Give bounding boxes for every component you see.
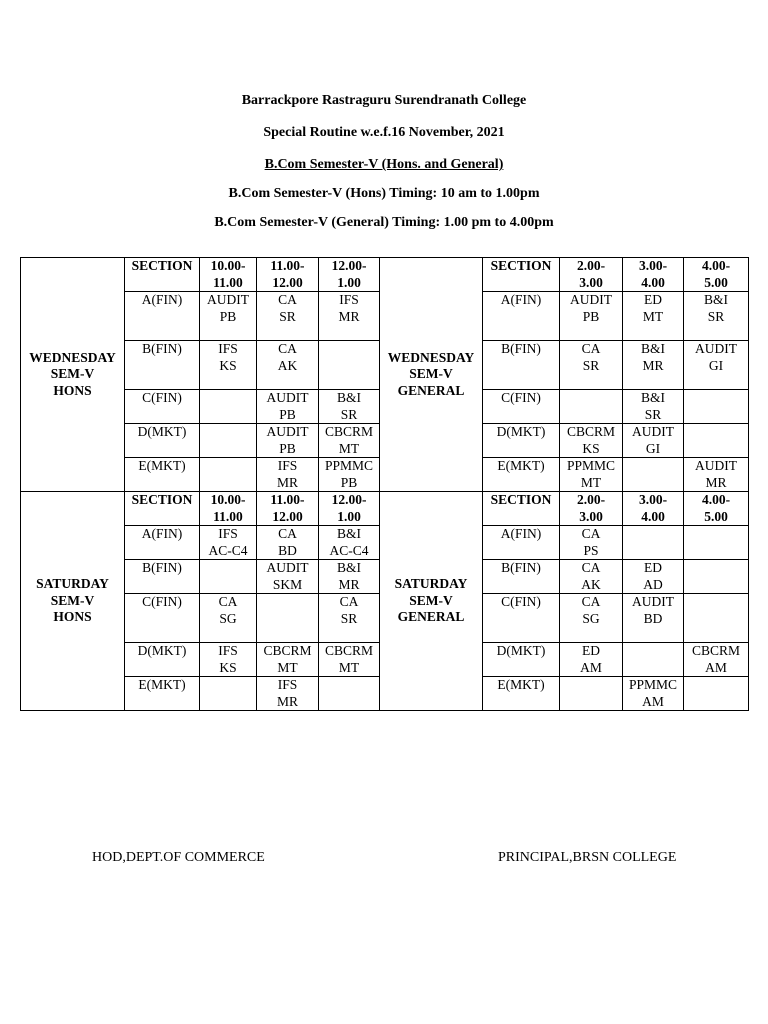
section-header (125, 492, 200, 526)
class-cell-line: AD (643, 576, 663, 592)
class-cell (623, 341, 684, 390)
section-label (483, 560, 560, 594)
class-cell-line: AC-C4 (208, 542, 248, 558)
section-label (483, 643, 560, 677)
class-cell (257, 341, 319, 390)
class-cell (560, 594, 623, 643)
class-cell-line: PB (219, 308, 237, 324)
class-cell (319, 341, 380, 390)
class-cell-line: MR (338, 576, 360, 592)
class-cell-line: CA (339, 594, 359, 609)
class-cell (560, 677, 623, 711)
class-cell (684, 594, 749, 643)
section-label (125, 560, 200, 594)
time-slot-header-line: 11.00 (213, 508, 243, 524)
time-slot-header (257, 492, 319, 526)
time-slot-header (560, 492, 623, 526)
section-label-line: D(MKT) (137, 424, 187, 439)
class-cell-line: KS (219, 357, 237, 373)
day-cell-hons-line: WEDNESDAY (29, 349, 116, 365)
class-cell-line: BD (278, 542, 297, 558)
class-cell (560, 643, 623, 677)
class-cell (623, 292, 684, 341)
class-cell (257, 594, 319, 643)
time-slot-header (319, 258, 380, 292)
class-cell-line: BD (643, 610, 663, 626)
class-cell-line: AUDIT (695, 458, 737, 473)
time-slot-header-line: 3.00 (579, 508, 603, 524)
day-cell-general-line: GENERAL (397, 382, 465, 398)
time-slot-header-line: 5.00 (704, 274, 728, 290)
time-slot-header-line: 4.00 (641, 274, 665, 290)
class-cell-line: IFS (218, 341, 238, 356)
section-header (483, 258, 560, 292)
class-cell (623, 560, 684, 594)
class-cell (200, 677, 257, 711)
section-label (483, 526, 560, 560)
class-cell-line: MR (642, 357, 664, 373)
class-cell (200, 341, 257, 390)
class-cell-line: AK (581, 576, 601, 592)
class-cell (319, 643, 380, 677)
class-cell-line: B&I (336, 560, 361, 575)
day-cell-general (380, 492, 483, 711)
class-cell-line: PB (279, 406, 296, 422)
class-cell-line: CA (278, 341, 297, 356)
class-cell (257, 677, 319, 711)
class-cell (257, 560, 319, 594)
class-cell-line: AUDIT (266, 390, 309, 405)
section-label-line: E(MKT) (497, 458, 545, 473)
class-cell-line: B&I (703, 292, 728, 307)
section-label (483, 458, 560, 492)
time-slot-header-line: 12.00 (272, 508, 303, 524)
hod-signature-label: HOD,DEPT.OF COMMERCE (92, 850, 265, 865)
class-cell-line: IFS (218, 526, 238, 541)
day-cell-hons-line: HONS (53, 382, 92, 398)
class-cell (319, 526, 380, 560)
section-label-line: B(FIN) (501, 560, 541, 575)
section-header-line: SECTION (131, 258, 193, 273)
time-slot-header-line: 12.00- (331, 492, 367, 507)
class-cell-line: CBCRM (324, 424, 374, 439)
class-cell-line: SR (340, 406, 358, 422)
class-cell-line: CBCRM (324, 643, 374, 658)
day-cell-hons (21, 492, 125, 711)
day-cell-general-line: SATURDAY (394, 576, 468, 592)
time-slot-header-line: 4.00- (701, 492, 731, 507)
section-header (125, 258, 200, 292)
class-cell (319, 594, 380, 643)
class-cell-line: MT (277, 659, 298, 675)
class-cell (200, 526, 257, 560)
class-cell (684, 390, 749, 424)
class-cell-line: GI (645, 440, 661, 456)
class-cell (200, 643, 257, 677)
class-cell-line: MR (276, 693, 298, 709)
class-cell-line: IFS (218, 643, 238, 658)
class-cell-line: AUDIT (695, 341, 737, 356)
class-cell-line: SR (644, 406, 662, 422)
class-cell-line: MR (276, 474, 298, 490)
class-cell-line: SR (340, 610, 358, 626)
class-cell-line: IFS (277, 458, 298, 473)
time-slot-header-line: 3.00- (638, 492, 668, 507)
class-cell (684, 341, 749, 390)
class-cell (560, 560, 623, 594)
class-cell-line: SR (279, 308, 296, 324)
day-cell-general-line: SEM-V (409, 366, 453, 382)
time-slot-header (200, 258, 257, 292)
section-label (483, 390, 560, 424)
section-label-line: C(FIN) (142, 390, 182, 405)
class-cell-line: CA (581, 560, 601, 575)
class-cell-line: CA (278, 526, 297, 541)
class-cell (319, 424, 380, 458)
section-label-line: D(MKT) (137, 643, 187, 658)
class-cell (684, 643, 749, 677)
day-cell-hons-line: SATURDAY (36, 576, 109, 592)
class-cell-line: MT (338, 659, 360, 675)
class-cell (623, 390, 684, 424)
section-label (125, 526, 200, 560)
section-label-line: B(FIN) (142, 341, 182, 356)
section-label-line: B(FIN) (501, 341, 541, 356)
section-label (125, 292, 200, 341)
day-cell-general-line: WEDNESDAY (387, 349, 475, 365)
time-slot-header-line: 10.00- (210, 492, 246, 507)
class-cell-line: CA (581, 526, 601, 541)
class-cell (560, 292, 623, 341)
time-slot-header-line: 3.00 (579, 274, 603, 290)
routine-title: Special Routine w.e.f.16 November, 2021 (263, 125, 505, 140)
class-cell (200, 594, 257, 643)
section-label-line: A(FIN) (500, 526, 542, 541)
time-slot-header-line: 1.00 (337, 274, 361, 290)
section-label-line: E(MKT) (138, 677, 186, 692)
time-slot-header (319, 492, 380, 526)
class-cell-line: B&I (640, 390, 665, 405)
time-slot-header-line: 4.00 (641, 508, 665, 524)
routine-body (21, 258, 749, 711)
time-slot-header-line: 10.00- (210, 258, 246, 273)
class-cell-line: CA (581, 341, 601, 356)
class-cell (684, 677, 749, 711)
class-cell (560, 458, 623, 492)
time-slot-header (200, 492, 257, 526)
class-cell-line: CBCRM (263, 643, 312, 658)
section-header-line: SECTION (490, 492, 552, 507)
class-cell-line: B&I (336, 526, 361, 541)
day-cell-general (380, 258, 483, 492)
section-label-line: C(FIN) (501, 594, 541, 609)
section-label-line: D(MKT) (496, 424, 546, 439)
class-cell-line: PB (279, 440, 296, 456)
section-header-line: SECTION (490, 258, 552, 273)
class-cell-line: PPMMC (324, 458, 374, 473)
class-cell (560, 390, 623, 424)
class-cell (684, 424, 749, 458)
class-cell-line: ED (644, 560, 662, 575)
table-header-row (21, 258, 749, 292)
section-label (483, 292, 560, 341)
class-cell (623, 594, 684, 643)
class-cell (684, 526, 749, 560)
class-cell (200, 292, 257, 341)
class-cell-line: SR (582, 357, 600, 373)
class-cell (257, 424, 319, 458)
class-cell (257, 292, 319, 341)
section-header-line: SECTION (131, 492, 193, 507)
class-cell-line: SR (707, 308, 725, 324)
time-slot-header-line: 11.00 (213, 274, 243, 290)
class-cell-line: PB (582, 308, 600, 324)
class-cell (257, 458, 319, 492)
section-label-line: E(MKT) (138, 458, 186, 473)
section-label-line: A(FIN) (141, 292, 183, 307)
section-label (125, 390, 200, 424)
day-cell-general-line: GENERAL (397, 609, 465, 625)
section-label-line: E(MKT) (497, 677, 545, 692)
class-cell (200, 390, 257, 424)
class-cell (684, 560, 749, 594)
class-cell-line: AM (642, 693, 664, 709)
time-slot-header-line: 11.00- (270, 258, 305, 273)
class-cell-line: MR (705, 474, 727, 490)
class-cell-line: MT (642, 308, 664, 324)
semester-heading (0, 156, 768, 174)
class-cell (200, 424, 257, 458)
section-label-line: C(FIN) (142, 594, 182, 609)
class-cell (257, 526, 319, 560)
section-label (125, 424, 200, 458)
day-cell-hons-line: SEM-V (50, 366, 95, 382)
class-cell-line: AM (705, 659, 727, 675)
section-label-line: D(MKT) (496, 643, 546, 658)
class-cell-line: ED (644, 292, 662, 307)
time-slot-header-line: 11.00- (270, 492, 305, 507)
class-cell-line: AUDIT (632, 424, 674, 439)
class-cell (560, 341, 623, 390)
section-label (483, 341, 560, 390)
class-cell-line: SG (582, 610, 600, 626)
day-cell-general-line: SEM-V (409, 592, 453, 608)
class-cell (623, 458, 684, 492)
class-cell (319, 390, 380, 424)
class-cell-line: IFS (339, 292, 359, 307)
class-cell-line: B&I (640, 341, 665, 356)
class-cell (623, 424, 684, 458)
class-cell-line: AUDIT (570, 292, 612, 307)
section-label (483, 424, 560, 458)
class-cell-line: KS (219, 659, 237, 675)
class-cell-line: PB (340, 474, 358, 490)
class-cell-line: CA (218, 594, 238, 609)
time-slot-header-line: 2.00- (576, 258, 606, 273)
class-cell-line: PS (583, 542, 599, 558)
class-cell-line: AC-C4 (329, 542, 369, 558)
hons-timing: B.Com Semester-V (Hons) Timing: 10 am to 1.00pm (228, 186, 540, 201)
class-cell-line: CA (278, 292, 297, 307)
class-cell (623, 677, 684, 711)
day-cell-hons (21, 258, 125, 492)
day-cell-hons-line: SEM-V (50, 592, 95, 608)
class-cell-line: IFS (277, 677, 298, 692)
class-cell-line: AM (580, 659, 602, 675)
class-cell-line: ED (582, 643, 600, 658)
section-label (483, 594, 560, 643)
time-slot-header-line: 12.00- (331, 258, 367, 273)
class-cell (200, 560, 257, 594)
class-cell-line: CBCRM (566, 424, 616, 439)
class-cell-line: PPMMC (628, 677, 678, 692)
time-slot-header-line: 2.00- (576, 492, 606, 507)
class-cell-line: CBCRM (691, 643, 741, 658)
class-cell-line: MR (338, 308, 360, 324)
section-label-line: B(FIN) (142, 560, 182, 575)
class-cell-line: AUDIT (266, 424, 309, 439)
class-cell-line: AUDIT (266, 560, 309, 575)
class-cell (319, 458, 380, 492)
time-slot-header-line: 5.00 (704, 508, 728, 524)
class-cell (257, 390, 319, 424)
section-label (125, 594, 200, 643)
principal-signature-label: PRINCIPAL,BRSN COLLEGE (498, 850, 677, 865)
class-cell-line: AUDIT (632, 594, 674, 609)
section-label (125, 643, 200, 677)
class-cell-line: B&I (336, 390, 361, 405)
time-slot-header (684, 258, 749, 292)
time-slot-header (560, 258, 623, 292)
time-slot-header (623, 492, 684, 526)
time-slot-header (257, 258, 319, 292)
routine-table (20, 257, 749, 711)
day-cell-hons-line: HONS (53, 609, 92, 625)
time-slot-header (684, 492, 749, 526)
class-cell (560, 424, 623, 458)
class-cell-line: MT (338, 440, 360, 456)
class-cell (684, 458, 749, 492)
section-label-line: C(FIN) (501, 390, 541, 405)
class-cell-line: SG (219, 610, 237, 626)
class-cell (319, 292, 380, 341)
section-label (125, 341, 200, 390)
class-cell (319, 560, 380, 594)
section-label-line: A(FIN) (141, 526, 183, 541)
class-cell-line: KS (582, 440, 600, 456)
class-cell-line: CA (581, 594, 601, 609)
time-slot-header-line: 12.00 (272, 274, 303, 290)
section-label-line: A(FIN) (500, 292, 542, 307)
section-label (483, 677, 560, 711)
class-cell-line: AK (277, 357, 298, 373)
class-cell (623, 643, 684, 677)
time-slot-header-line: 4.00- (701, 258, 731, 273)
class-cell-line: AUDIT (207, 292, 249, 307)
class-cell-line: SKM (272, 576, 303, 592)
class-cell (319, 677, 380, 711)
time-slot-header-line: 1.00 (337, 508, 361, 524)
section-header (483, 492, 560, 526)
class-cell-line: MT (580, 474, 602, 490)
section-label (125, 677, 200, 711)
section-label (125, 458, 200, 492)
class-cell (623, 526, 684, 560)
time-slot-header (623, 258, 684, 292)
college-name: Barrackpore Rastraguru Surendranath College (241, 93, 527, 108)
class-cell-line: GI (708, 357, 724, 373)
class-cell-line: PPMMC (566, 458, 616, 473)
semester-heading-text: B.Com Semester-V (Hons. and General) (264, 157, 504, 172)
time-slot-header-line: 3.00- (638, 258, 668, 273)
class-cell (200, 458, 257, 492)
class-cell (257, 643, 319, 677)
class-cell (684, 292, 749, 341)
table-header-row (21, 492, 749, 526)
general-timing: B.Com Semester-V (General) Timing: 1.00 pm to 4.00pm (214, 215, 554, 230)
class-cell (560, 526, 623, 560)
